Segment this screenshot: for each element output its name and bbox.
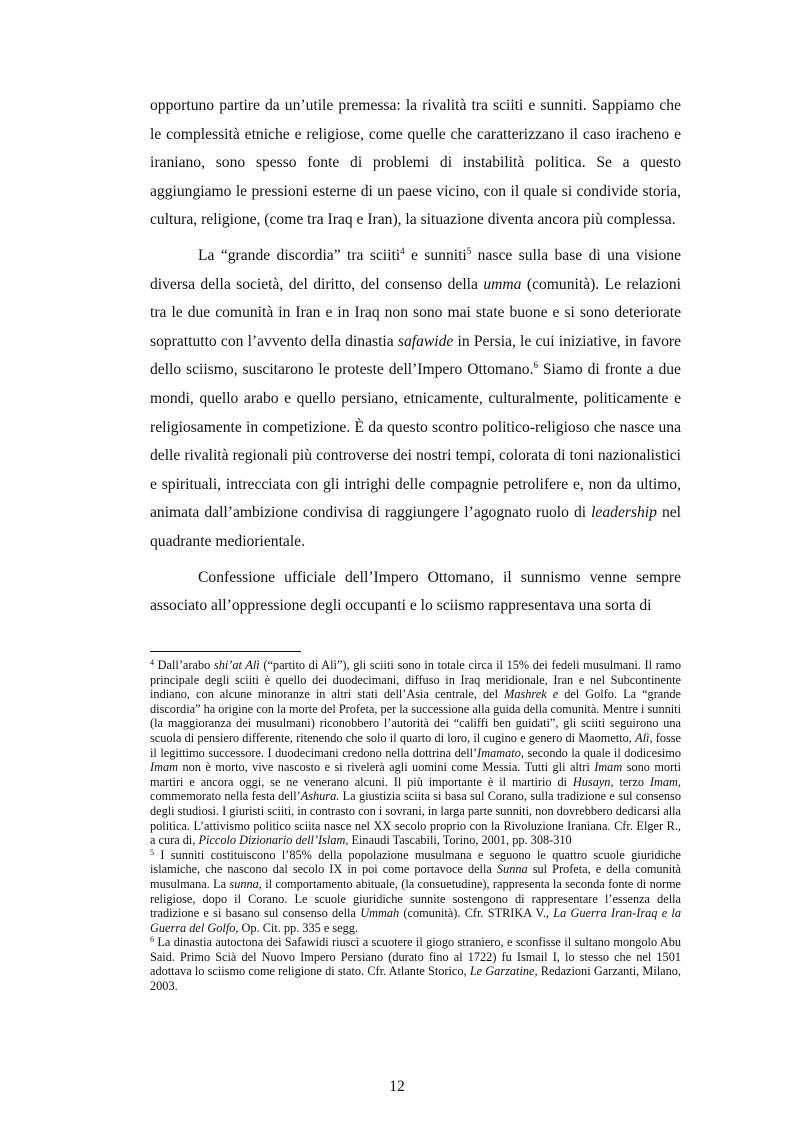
body-text xyxy=(150,92,681,621)
paragraph-2: La “grande discordia” tra sciiti$^4$ e sunniti$^5$ nasce sulla base di una visione diversa della società, del diritto, del consenso della umma (comunità). Le relazioni tra le due comunità in Iran e in Iraq non sono mai state buone e si sono deteriorate soprattutto con l’avvento della dinastia safawide in Persia, le cui iniziative, in favore dello sciismo, suscitarono le proteste dell’Impero Ottomano.$^6$ Siamo di fronte a due mondi, quello arabo e quello persiano, etnicamente, culturalmente, politicamente e religiosamente in competizione. È da questo scontro politico-religioso che nasce una delle rivalità regionali più controverse dei nostri tempi, colorata di toni nazionalistici e spirituali, intrecciata con gli intrighi delle compagnie petrolifere e, non da ultimo, animata dall’ambizione condivisa di raggiungere l’agognato ruolo di leadership nel quadrante mediorientale. xyxy=(150,245,682,550)
page-number: 12 xyxy=(389,1078,405,1095)
footnote-separator xyxy=(150,651,301,652)
paragraph-3: Confessione ufficiale dell’Impero Ottomano, il sunnismo venne sempre associato all’oppressione degli occupanti e lo sciismo rappresentava una sorta di xyxy=(150,568,681,615)
footnote-ref-6[interactable]: 6 xyxy=(533,360,538,371)
footnotes xyxy=(150,658,681,994)
footnote-6: $^6$ La dinastia autoctona dei Safawidi riuscì a scuotere il giogo straniero, e sconfisse il sultano mongolo Abu Said. Primo Scià del Nuovo Impero Persiano (durato fino al 1722) fu Ismail I, lo stesso che nel 1501 adottava lo sciismo come religione di stato. Cfr. Atlante Storico, Le Garzatine, Redazioni Garzanti, Milano, 2003. xyxy=(150,935,682,994)
paragraph-1: opportuno partire da un’utile premessa: la rivalità tra sciiti e sunniti. Sappiamo che le complessità etniche e religiose, come quelle che caratterizzano il caso iracheno e iraniano, sono spesso fonte di problemi di instabilità politica. Se a questo aggiungiamo le pressioni esterne di un paese vicino, con il quale si condivide storia, cultura, religione, (come tra Iraq e Iran), la situazione diventa ancora più complessa. xyxy=(150,97,681,229)
footnote-5: $^5$ I sunniti costituiscono l’85% della popolazione musulmana e seguono le quattro scuole giuridiche islamiche, che nascono dal secolo IX in poi come portavoce della Sunna sul Profeta, e della comunità musulmana. La sunna, il comportamento abituale, (la consuetudine), rappresenta la seconda fonte di norme religiose, dopo il Corano. Le scuole giuridiche sunnite sostengono di rappresentare l’essenza della tradizione e si basano sul consenso della Ummah (comunità). Cfr. STRIKA V., La Guerra Iran-Iraq e la Guerra del Golfo, Op. Cit. pp. 335 e segg. xyxy=(150,847,682,935)
footnote-4: $^4$ Dall’arabo shi’at Alì (“partito di Alì”), gli sciiti sono in totale circa il 15% dei fedeli musulmani. Il ramo principale degli sciiti è quello dei duodecimani, diffuso in Iraq meridionale, Iran e nel Subcontinente indiano, con alcune minoranze in altri stati dell’Asia centrale, del Mashrek e del Golfo. La “grande discordia” ha origine con la morte del Profeta, per la successione alla guida della comunità. Mentre i sunniti (la maggioranza dei musulmani) riconobbero l’autorità dei “califfi ben guidati”, gli sciiti seguirono una scuola di pensiero differente, ritenendo che solo il quarto di loro, il cugino e genero di Maometto, Alì, fosse il legittimo successore. I duodecimani credono nella dottrina dell’Imamato, secondo la quale il dodicesimo Imam non è morto, vive nascosto e si rivelerà agli uomini come Messia. Tutti gli altri Imam sono morti martiri e ancora oggi, se ne venerano alcuni. Il più importante è il martirio di Husayn, terzo Imam, commemorato nella festa dell’Ashura. La giustizia sciita si basa sul Corano, sulla tradizione e sul consenso degli studiosi. I giuristi sciiti, in contrasto con i sovrani, in larga parte sunniti, non dovrebbero dedicarsi alla politica. L’attivismo politico sciita nasce nel XX secolo proprio con la Rivoluzione Iraniana. Cfr. Elger R., a cura di, Piccolo Dizionario dell’Islam, Einaudi Tascabili, Torino, 2001, pp. 308-310 xyxy=(150,658,682,848)
footnote-ref-4[interactable]: 4 xyxy=(400,245,405,256)
footnote-ref-5[interactable]: 5 xyxy=(466,245,472,256)
